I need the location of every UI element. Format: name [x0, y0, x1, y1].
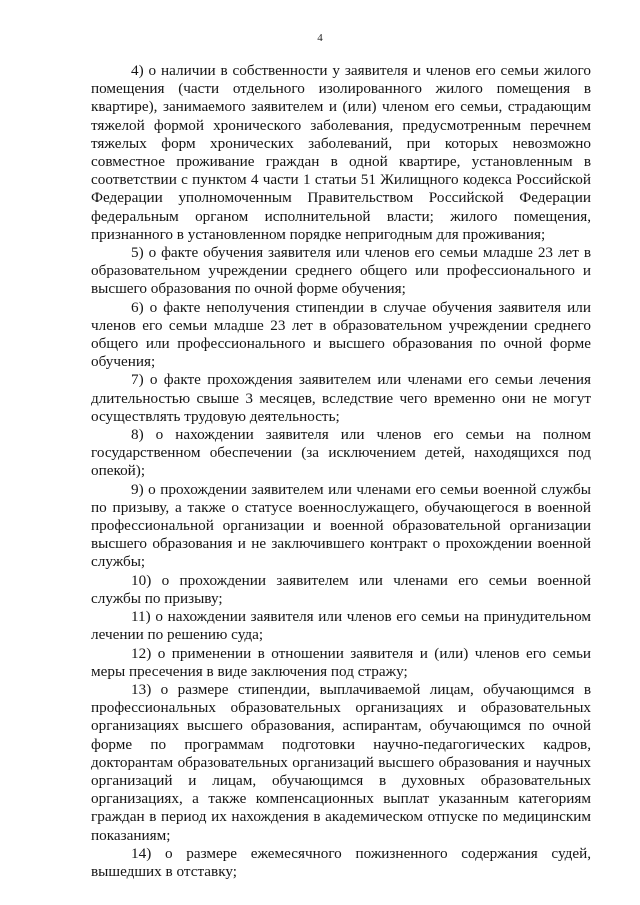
paragraph-item-11: 11) о нахождении заявителя или членов его семьи на принудительном лечении по решению суда; — [91, 608, 591, 644]
paragraph-item-8: 8) о нахождении заявителя или членов его семьи на полном государственном обеспечении (за исключением детей, находящихся под опекой); — [91, 426, 591, 480]
paragraph-item-14: 14) о размере ежемесячного пожизненного содержания судей, вышедших в отставку; — [91, 844, 591, 880]
paragraph-item-9: 9) о прохождении заявителем или членами его семьи военной службы по призыву, а также о статусе военнослужащего, обучающегося в военной профессиональной организации и военной образовательной организации высшего образования и не заключившего контракт о прохождении военной службы; — [91, 480, 591, 571]
paragraph-item-7: 7) о факте прохождения заявителем или членами его семьи лечения длительностью свыше 3 месяцев, вследствие чего временно они не могут осуществлять трудовую деятельность; — [91, 371, 591, 425]
paragraph-item-12: 12) о применении в отношении заявителя и (или) членов его семьи меры пресечения в виде заключения под стражу; — [91, 644, 591, 680]
paragraph-item-4: 4) о наличии в собственности у заявителя и членов его семьи жилого помещения (части отдельного изолированного жилого помещения в квартире), занимаемого заявителем и (или) членом его семьи, страдающим тяжелой формой хронического заболевания, предусмотренным перечнем тяжелых форм хронических заболеваний, при которых невозможно совместное проживание граждан в одной квартире, установленным в соответствии с пунктом 4 части 1 статьи 51 Жилищного кодекса Российской Федерации уполномоченным Правительством Российской Федерации федеральным органом исполнительной власти; жилого помещения, признанного в установленном порядке непригодным для проживания; — [91, 62, 591, 243]
paragraph-item-10: 10) о прохождении заявителем или членами его семьи военной службы по призыву; — [91, 571, 591, 607]
page-number: 4 — [317, 32, 323, 44]
document-body — [91, 62, 591, 881]
paragraph-item-5: 5) о факте обучения заявителя или членов его семьи младше 23 лет в образовательном учреждении среднего общего или профессионального и высшего образования по очной форме обучения; — [91, 244, 591, 298]
paragraph-item-13: 13) о размере стипендии, выплачиваемой лицам, обучающимся в профессиональных образовательных организациях и образовательных организациях высшего образования, аспирантам, обучающимся по очной форме по программам подготовки научно-педагогических кадров, докторантам образовательных организаций высшего образования и научных организаций и лицам, обучающимся в духовных образовательных организациях, а также компенсационных выплат указанным категориям граждан в период их нахождения в академическом отпуске по медицинским показаниям; — [91, 680, 591, 844]
paragraph-item-6: 6) о факте неполучения стипендии в случае обучения заявителя или членов его семьи младше 23 лет в образовательном учреждении среднего общего или профессионального и высшего образования по очной форме обучения; — [91, 298, 591, 371]
